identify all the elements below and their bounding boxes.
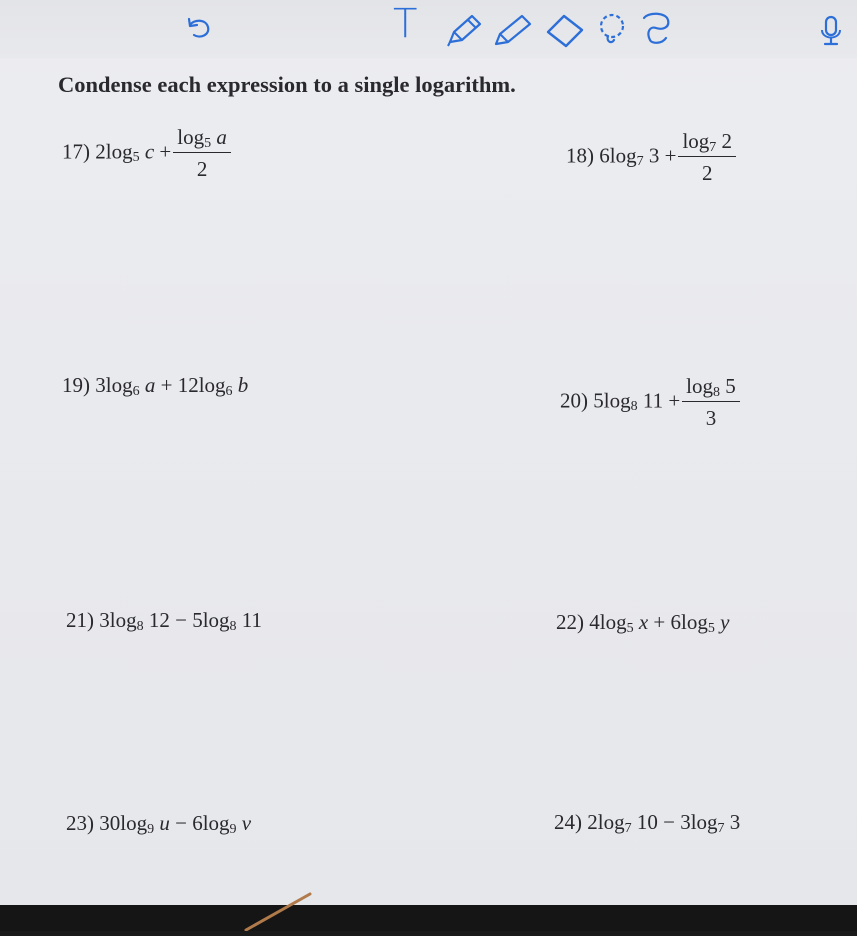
problem-19: 19) $3\log_6$ $a + 12\log_6$ b [62,373,249,399]
annotation-toolbar [0,0,857,58]
microphone-icon[interactable] [818,14,844,48]
problem-17: 17) $2\log_5$ c + $\frac{\log_5 a}{2}$ [62,127,231,180]
device-bezel [0,905,857,931]
lasso-icon[interactable] [594,12,630,48]
problem-23: 23) $30\log_9$ $u - 6\log_9$ v [66,811,252,837]
pen-icon[interactable] [444,12,484,48]
problem-21: 21) $3\log_8$ $12 - 5\log_8$ 11 [66,608,263,634]
fraction: $\frac{\log_5 a}{2}$ [173,127,231,180]
problem-18: 18) $6\log_7$ 3 + $\frac{\log_7 2}{2}$ [566,131,736,184]
undo-icon[interactable] [186,16,212,40]
shapes-icon[interactable] [638,10,674,48]
text-tool-button[interactable]: T [393,1,418,47]
eraser-icon[interactable] [544,10,586,50]
fraction: $\frac{\log_7 2}{2}$ [678,131,736,184]
fraction: $\frac{\log_8 5}{3}$ [682,376,740,429]
page-title: Condense each expression to a single logarithm. [58,72,516,97]
problem-22: 22) $4\log_5$ $x + 6\log_5$ y [556,610,730,636]
stylus-icon [240,890,320,936]
problem-20: 20) $5\log_8$ 11 + $\frac{\log_8 5}{3}$ [560,376,740,429]
pencil-icon[interactable] [492,12,534,48]
problem-24: 24) $2\log_7$ $10 - 3\log_7$ 3 [554,810,741,836]
